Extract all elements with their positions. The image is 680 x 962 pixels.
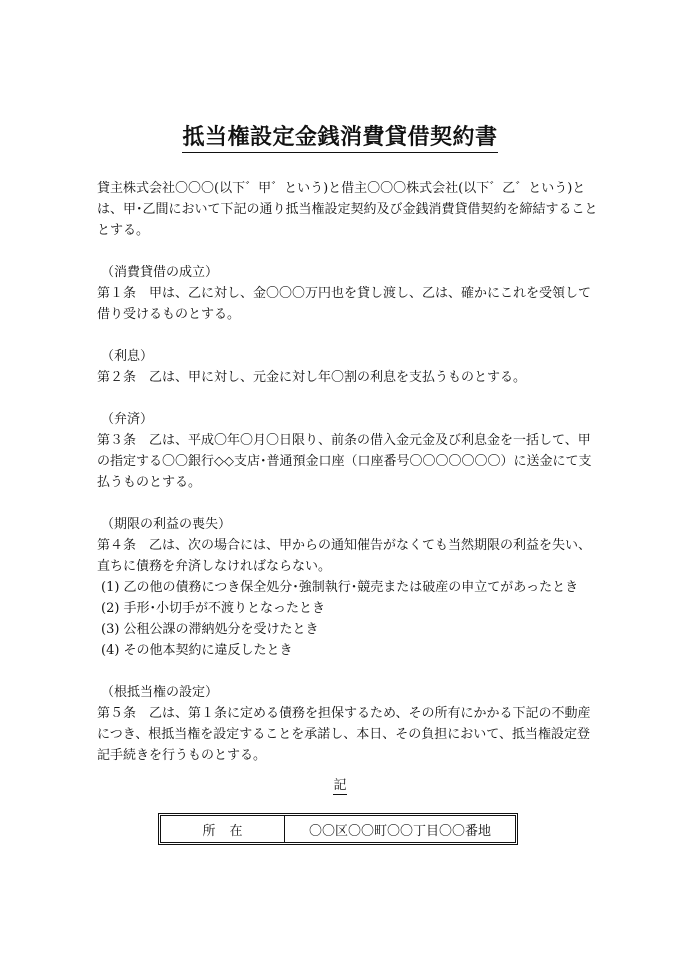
intro-line: は、甲･乙間において下記の通り抵当権設定契約及び金銭消費貸借契約を締結すること [97, 202, 598, 217]
article-3-line: 払うものとする。 [97, 475, 202, 490]
article-5-line: につき、根抵当権を設定することを承諾し、本日、その負担において、抵当権設定登 [97, 727, 590, 742]
article-1-line: 第１条 甲は、乙に対し、金〇〇〇万円也を貸し渡し、乙は、確かにこれを受領して [97, 286, 592, 301]
ki-heading: 記 [333, 778, 347, 793]
article-5-line: 記手続きを行うものとする。 [97, 748, 267, 763]
article-4-heading: （期限の利益の喪失） [101, 517, 232, 532]
article-5-line: 第５条 乙は、第１条に定める債務を担保するため、その所有にかかる下記の不動産 [97, 706, 591, 721]
property-location-value: 〇〇区〇〇町〇〇丁目〇〇番地 [308, 823, 491, 839]
article-4-item: (1) 乙の他の債務につき保全処分･強制執行･競売または破産の申立てがあったとき [101, 580, 579, 595]
document-title: 抵当権設定金銭消費貸借契約書 [0, 120, 680, 151]
property-location-label: 所在 [161, 816, 285, 842]
article-5-heading: （根抵当権の設定） [101, 685, 219, 700]
article-4-item: (3) 公租公課の滞納処分を受けたとき [101, 622, 319, 637]
intro-line: 貸主株式会社〇〇〇(以下゛甲゛という)と借主〇〇〇株式会社(以下゛乙゛という)と [97, 181, 586, 196]
article-2-line: 第２条 乙は、甲に対し、元金に対し年〇割の利息を支払うものとする。 [97, 370, 527, 385]
article-4-line: 第４条 乙は、次の場合には、甲からの通知催告がなくても当然期限の利益を失い、 [97, 538, 592, 553]
article-1-heading: （消費貸借の成立） [101, 265, 219, 280]
intro-line: とする。 [97, 223, 150, 238]
document-body [97, 178, 598, 766]
article-3-heading: （弁済） [101, 412, 154, 427]
article-2-heading: （利息） [101, 349, 154, 364]
property-table [158, 813, 518, 845]
article-3-line: の指定する〇〇銀行◇◇支店･普通預金口座（口座番号〇〇〇〇〇〇〇）に送金にて支 [97, 454, 592, 469]
article-3-line: 第３条 乙は、平成〇年〇月〇日限り、前条の借入金元金及び利息金を一括して、甲 [97, 433, 591, 448]
article-1-line: 借り受けるものとする。 [97, 307, 241, 322]
article-4-item: (4) その他本契約に違反したとき [101, 643, 293, 658]
article-4-item: (2) 手形･小切手が不渡りとなったとき [101, 601, 326, 616]
article-4-line: 直ちに債務を弁済しなければならない。 [97, 559, 332, 574]
